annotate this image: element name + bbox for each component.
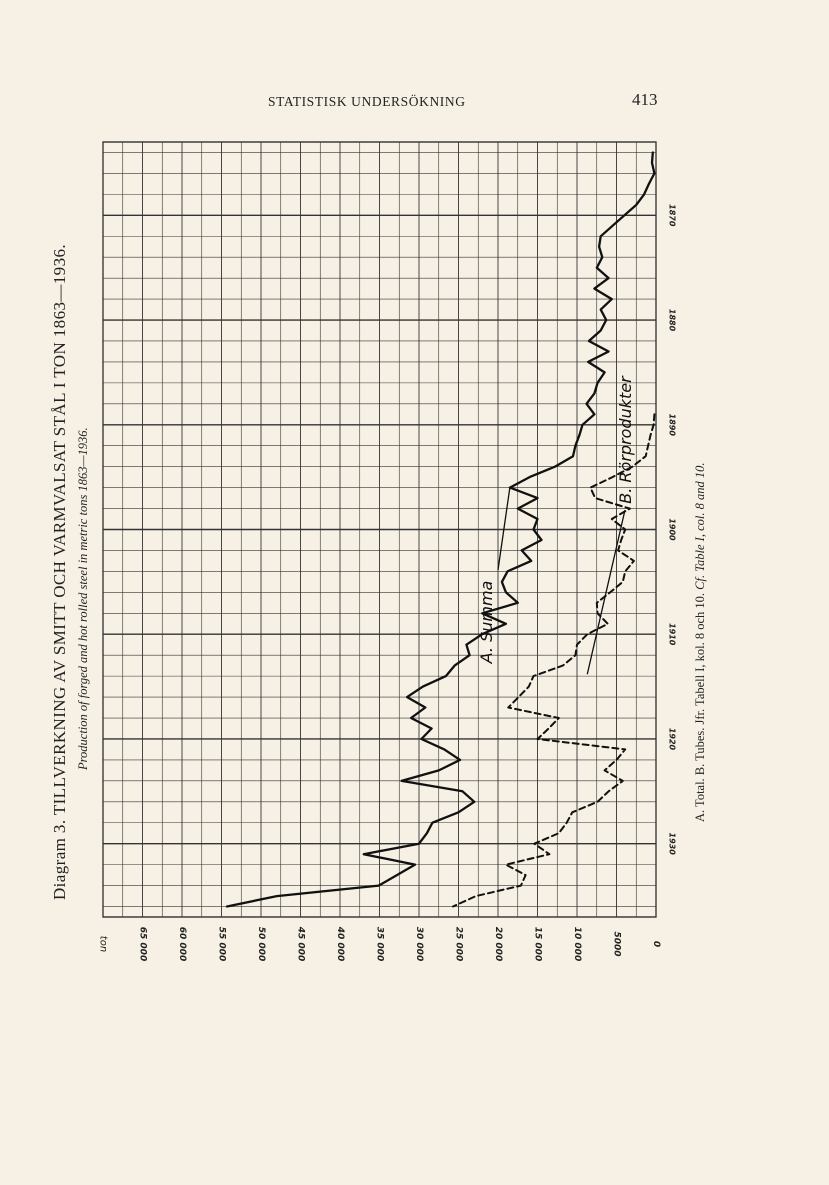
value-tick-label: 45 000 bbox=[295, 926, 306, 962]
chart-ticks bbox=[98, 204, 677, 961]
chart-annotations bbox=[477, 375, 635, 674]
value-tick-label: 55 000 bbox=[216, 926, 227, 962]
chart-grid bbox=[103, 142, 656, 917]
annotation-rorprodukter: B. Rörprodukter bbox=[616, 376, 635, 504]
annotation-summa: A. Summa bbox=[477, 580, 496, 664]
year-tick-label: 1930 bbox=[667, 832, 677, 855]
year-tick-label: 1920 bbox=[667, 727, 677, 751]
value-tick-label: 40 000 bbox=[335, 926, 345, 962]
value-tick-label: 50 000 bbox=[256, 926, 266, 962]
value-tick-label: 25 000 bbox=[453, 926, 464, 962]
year-tick-label: 1900 bbox=[667, 518, 677, 541]
chart-subtitle: Production of forged and hot rolled steel in metric tons 1863—1936. bbox=[76, 427, 90, 770]
value-tick-label: 60 000 bbox=[177, 926, 187, 962]
page-number: 413 bbox=[632, 90, 658, 109]
chart-title: Diagram 3. TILLVERKNING AV SMITT OCH VARMVALSAT STÅL I TON 1863—1936. bbox=[50, 243, 69, 900]
year-tick-label: 1910 bbox=[667, 623, 677, 646]
value-tick-label: 30 000 bbox=[414, 926, 424, 962]
value-tick-label: 15 000 bbox=[532, 926, 543, 962]
year-tick-label: 1870 bbox=[667, 204, 677, 227]
value-tick-label: 0 bbox=[651, 940, 661, 948]
running-head: STATISTISK UNDERSÖKNING bbox=[268, 94, 466, 109]
year-tick-label: 1880 bbox=[667, 308, 677, 332]
unit-label: ton bbox=[97, 935, 109, 953]
value-tick-label: 35 000 bbox=[374, 926, 385, 962]
value-tick-label: 65 000 bbox=[137, 926, 148, 962]
legend-main: A. Total. B. Tubes. Jfr. Tabell I, kol. 8 och 10. bbox=[693, 589, 707, 822]
value-tick-label: 5000 bbox=[611, 931, 622, 957]
value-tick-label: 10 000 bbox=[572, 926, 582, 962]
legend-ref: Cf. Table I, col. 8 and 10. bbox=[693, 462, 707, 590]
value-tick-label: 20 000 bbox=[493, 926, 503, 962]
year-tick-label: 1890 bbox=[667, 413, 677, 436]
